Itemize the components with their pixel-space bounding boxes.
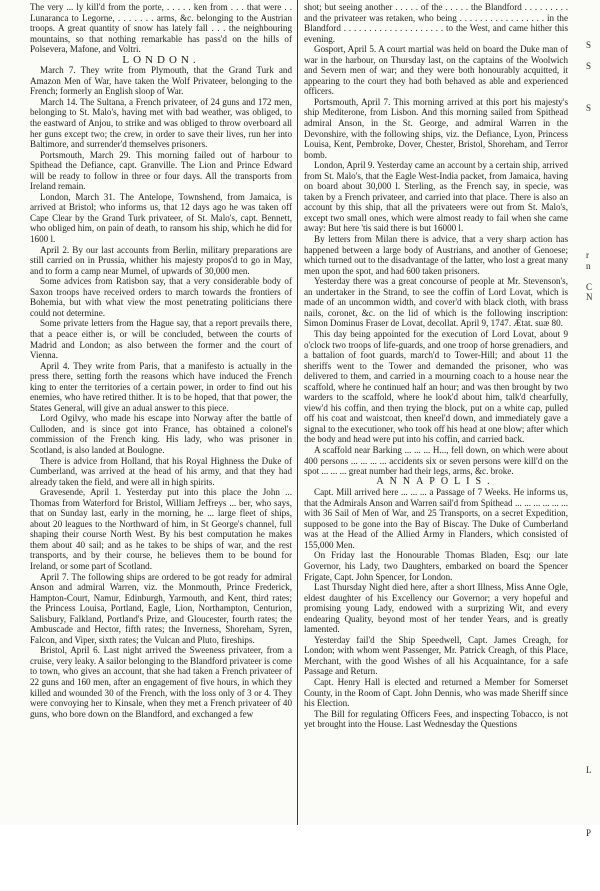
edge-fragment: P <box>586 827 592 838</box>
edge-fragment <box>586 534 600 545</box>
edge-fragment <box>586 744 600 755</box>
column-divider <box>297 0 298 825</box>
edge-fragment <box>586 439 600 450</box>
edge-fragment <box>586 450 600 461</box>
edge-fragment: C <box>586 281 593 292</box>
edge-fragment <box>586 597 600 608</box>
edge-fragment <box>586 586 600 597</box>
edge-fragment <box>586 271 600 282</box>
edge-fragment <box>586 607 600 618</box>
edge-fragment <box>586 229 600 240</box>
opening-paragraph: The very ... ly kill'd from the porte, . . . . . ken from . . . that were . . Lunaranca to Legorne, . . . . . . . arms, &c. belonging to the Austrian troops. A great quantity of snow has lately fall . . . the neighbouring mountains, so that nothing remarkable has pass'd on the hills of Polsevera, Mafone, and Voltri. <box>30 2 292 55</box>
article-paragraph: Gravesende, April 1. Yesterday put into this place the John ... Thomas from Waterford for Bristol, William Jeffreys ... ber, who says, that on Sunday last, early in the morning, he ... large fleet of ships, about 20 leagues to the Northward of him, in St George's channel, full shaping their course North West. By his best computation he makes them about 40 sail; and as he takes to be ships of war, and the rest transports, and by their course, he believes them to be bound for Ireland, or some part of Scotland. <box>30 487 292 571</box>
edge-fragment <box>586 355 600 366</box>
edge-fragment <box>586 82 600 93</box>
edge-fragment <box>586 691 600 702</box>
edge-fragment <box>586 555 600 566</box>
edge-fragment <box>586 639 600 650</box>
edge-fragment <box>586 576 600 587</box>
edge-fragment <box>586 723 600 734</box>
article-paragraph: Gosport, April 5. A court martial was held on board the Duke man of war in the harbour, on Thursday last, on the captains of the Woolwich and Severn men of war; and they were both honourably acquitted, it appearing to the court they had both behaved as able and experienced officers. <box>304 44 568 97</box>
article-paragraph: March 7. They write from Plymouth, that the Grand Turk and Amazon Men of War, have taken the Wolf Privateer, belonging to the French; formerly an English sloop of War. <box>30 65 292 97</box>
article-paragraph: March 14. The Sultana, a French privateer, of 24 guns and 172 men, belonging to St. Malo's, having met with bad weather, was obliged, to the eastward of Anjou, to strike and was obliged to throw overboard all her guns except two; the crew, in order to save their lives, run her into Baltimore, and surrender'd themselves prisoners. <box>30 96 292 150</box>
article-paragraph: April 4. They write from Paris, that a manifesto is actually in the press there, setting forth the reasons which have induced the French king to enter the territories of a certain power, in order to find out his enemies, who have retired thither. It is to be hoped, that that power, the States General, will give an adual answer to this piece. <box>30 360 292 413</box>
edge-fragment <box>586 418 600 429</box>
edge-fragment <box>586 523 600 534</box>
article-paragraph: April 2. By our last accounts from Berlin, military preparations are still carried on in Prussia, whither his majesty propos'd to go in May, and to form a camp near Mumel, of upwards of 30,000 men. <box>30 244 292 276</box>
article-paragraph: Portsmouth, April 7. This morning arrived at this port his majesty's ship Mediterone, from Lisbon. And this morning sailed from Spithead admiral Anson, in the St. George, and admiral Warren in the Devonshire, with the following ships, viz. the Defiance, Lyon, Princess Louisa, Kent, Pembroke, Dover, Chester, Bristol, Shoreham, and Terror bomb. <box>304 96 568 160</box>
edge-fragment <box>586 313 600 324</box>
edge-fragment <box>586 334 600 345</box>
left-column <box>30 2 292 719</box>
article-paragraph: Some private letters from the Hague say, that a report prevails there, that a peace either is, or will be concluded, between the courts of Madrid and London; as also between the former and the court of Vienna. <box>30 318 292 361</box>
article-paragraph: Capt. Henry Hall is elected and returned a Member for Somerset County, in the Room of Capt. John Dennis, who was made Sheriff since his Election. <box>304 677 568 709</box>
edge-fragment <box>586 345 600 356</box>
article-paragraph: London, March 31. The Antelope, Townshend, from Jamaica, is arrived at Bristol; who informs us, that 12 days ago he was taken off Cape Clear by the Grand Turk privateer, of St. Malo's, capt. Bennett, who obliged him, on pain of death, to ransom his ship, which he did for 1600 l. <box>30 191 292 245</box>
edge-fragment <box>586 219 600 230</box>
edge-fragment <box>586 807 600 818</box>
edge-fragment <box>586 492 600 503</box>
article-paragraph: Last Thursday Night died here, after a short Illness, Miss Anne Ogle, eldest daughter of his Excellency our Governor; a very hopeful and promising young Lady, endowed with a surprizing Wit, and every endearing Quality, beyond most of her tender Years, and is greatly lamented. <box>304 582 568 635</box>
edge-fragment <box>586 817 600 828</box>
article-paragraph: The Bill for regulating Officers Fees, and inspecting Tobacco, is not yet brought into the House. Last Wednesday the Questions <box>304 708 568 730</box>
edge-fragment: r <box>586 250 589 260</box>
edge-fragment <box>586 775 600 786</box>
edge-fragment <box>586 145 600 156</box>
edge-fragment: S <box>586 40 592 50</box>
article-paragraph: Some advices from Ratisbon say, that a very considerable body of Saxon troops have received orders to march towards the frontiers of Bohemia, but with what view the most penetrating politicians there could not determine. <box>30 276 292 318</box>
edge-fragment <box>586 198 600 209</box>
edge-fragment <box>586 387 600 398</box>
edge-fragment <box>586 460 600 471</box>
edge-fragment <box>586 849 600 860</box>
edge-fragment <box>586 166 600 177</box>
edge-fragment <box>586 408 600 419</box>
right-column <box>304 2 568 730</box>
edge-fragment <box>586 72 600 83</box>
edge-fragment <box>586 114 600 125</box>
london-heading: LONDON. <box>122 53 200 66</box>
article-paragraph: shot; but seeing another . . . . . of the . . . . . the Blandford . . . . . . . . . and the privateer was retaken, who being . . . . . . . . . . . . . . . . . in the Blandford . . . . . . . . . . . . . . . . . . . . to the West, and came hither this evening. <box>304 2 568 44</box>
article-paragraph: Portsmouth, March 29. This morning failed out of harbour to Spithead the Defiance, capt. Granville. The Lion and Prince Edward will be ready to follow in three or four days. All the transports from Ireland remain. <box>30 149 292 192</box>
edge-fragment <box>586 124 600 135</box>
edge-fragment <box>586 177 600 188</box>
annapolis-heading: ANNAPOLIS. <box>376 475 496 487</box>
edge-fragment <box>586 366 600 377</box>
article-paragraph: By letters from Milan there is advice, that a very sharp action has happened between a large body of Austrians, and another of Genoese; which turned out to the disadvantage of the latter, who lost a great many men upon the spot, and had 600 taken prisoners. <box>304 234 568 276</box>
edge-fragment <box>586 471 600 482</box>
edge-fragment <box>586 187 600 198</box>
edge-fragment <box>586 240 600 251</box>
article-paragraph: Yesterday there was a great concourse of people at Mr. Stevenson's, an undertaker in the Strand, to see the coffin of Lord Lovat, which is made of an uncommon width, and cover'd with black cloth, with brass nails, coronet, &c. on the lid of which is the following inscription: Simon Dominus Fraser de Lovat, decollat. April 9, 1747. Ætat. suæ 80. <box>304 276 568 329</box>
edge-fragment <box>586 786 600 797</box>
edge-fragment <box>586 670 600 681</box>
edge-fragment <box>586 51 600 62</box>
edge-fragment: L <box>586 764 592 775</box>
article-paragraph: This day being appointed for the execution of Lord Lovat, about 9 o'clock two troops of life-guards, and one troop of horse grenadiers, and a battalion of foot guards, march'd to Tower-Hill; and about 11 the sheriffs went to the Tower and demanded the prisoner, who was delivered to them, and carried in a mourning coach to a house near the scaffold, where he continued half an hour; and was then brought by two warders to the scaffold, where he look'd about him, talk'd chearfully, view'd his coffin, and then trying the block, put on a white cap, pulled off his coat and waistcoat, then kneel'd down, and immediately gave a signal to the executioner, who took off his head at one blow; after which the body and head were put into his coffin, and carried back. <box>304 328 568 445</box>
article-paragraph: Capt. Mill arrived here ... ... ... a Passage of 7 Weeks. He informs us, that the Admirals Anson and Warren sail'd from Spithead ... ... ... ... ... ... with 36 Sail of Men of War, and 25 Transports, on a secret Expedition, supposed to be gone into the Bay of Biscay. The Duke of Cumberland was at the Head of the Allied Army in Flanders, which consisted of 155,000 Men. <box>304 487 568 550</box>
article-paragraph: On Friday last the Honourable Thomas Bladen, Esq; our late Governor, his Lady, two Daughters, embarked on board the Spencer Frigate, Capt. John Spencer, for London. <box>304 550 568 582</box>
edge-fragment <box>586 796 600 807</box>
edge-fragment <box>586 870 600 881</box>
edge-fragment <box>586 303 600 314</box>
edge-fragment <box>586 565 600 576</box>
edge-fragment <box>586 681 600 692</box>
edge-fragment <box>586 376 600 387</box>
edge-fragment <box>586 481 600 492</box>
edge-fragment <box>586 859 600 870</box>
edge-fragment <box>586 649 600 660</box>
adjacent-page-edge <box>586 40 600 891</box>
edge-fragment <box>586 502 600 513</box>
article-paragraph: There is advice from Holland, that his Royal Highness the Duke of Cumberland, was arrived at the head of his army, and that they had already taken the field, and were all in high spirits. <box>30 455 292 487</box>
edge-fragment: S <box>586 61 592 71</box>
article-paragraph: A scaffold near Barking ... ... ... H..., fell down, on which were about 400 persons ... ... ... ... accidents six or seven persons were kill'd on the spot ... ... ... great number had their legs, arms, &c. broke. <box>304 444 568 477</box>
edge-fragment <box>586 618 600 629</box>
edge-fragment <box>586 838 600 849</box>
edge-fragment <box>586 754 600 765</box>
article-paragraph: April 7. The following ships are ordered to be got ready for admiral Anson and admiral Warren, viz. the Monmouth, Prince Frederick, Hampton-Court, Namur, Edinburgh, Yarmouth, and Kent, third rates; the Princess Louisa, Portland, Eagle, Lion, Northampton, Centurion, Salisbury, Falkland, Portland's Prize, and Gloucester, fourth rates; the Ambuscade and Hector, fifth rates; the Inverness, Shoreham, Syren, Falcon, and Viper, sixth rates; the Vulcan and Pluto, fireships. <box>30 571 292 645</box>
edge-fragment <box>586 513 600 524</box>
edge-fragment: S <box>586 103 592 113</box>
edge-fragment: N <box>586 292 593 302</box>
edge-fragment <box>586 544 600 555</box>
article-paragraph: Bristol, April 6. Last night arrived the Sweeness privateer, from a cruise, very leaky. A sailor belonging to the Blandford privateer is come to town, who gives an account, that she had taken a French privateer of 22 guns and 160 men, after an engagement of five hours, in which they killed and wounded 30 of the French, with the loss only of 3 or 4. They were convoying her to Kinsale, when they met a French privateer of 40 guns, who bore down on the Blandford, and exchanged a few <box>30 645 292 719</box>
article-paragraph: Lord Ogilvy, who made his escape into Norway after the battle of Culloden, and is since got into France, has obtained a colonel's commission of the French king. His lady, who was prisoner in Scotland, is also landed at Boulogne. <box>30 413 292 455</box>
edge-fragment <box>586 135 600 146</box>
edge-fragment: n <box>586 260 591 271</box>
edge-fragment <box>586 660 600 671</box>
edge-fragment <box>586 324 600 335</box>
edge-fragment <box>586 397 600 408</box>
edge-fragment <box>586 429 600 440</box>
edge-fragment <box>586 712 600 723</box>
edge-fragment <box>586 733 600 744</box>
edge-fragment <box>586 93 600 104</box>
edge-fragment <box>586 702 600 713</box>
edge-fragment <box>586 628 600 639</box>
article-paragraph: London, April 9. Yesterday came an account by a certain ship, arrived from St. Malo's, that the Eagle West-India packet, from Jamaica, having on board about 30,000 l. Sterling, as the French say, in specie, was taken by a French privateer, and carried into that place. There is also an account by this ship, that all the privateers were out from St. Malo's, except two small ones, which were almost ready to fail when she came away: But here 'tis said there is but 16000 l. <box>304 160 568 234</box>
edge-fragment <box>586 156 600 167</box>
edge-fragment <box>586 880 600 891</box>
edge-fragment <box>586 208 600 219</box>
article-paragraph: Yesterday fail'd the Ship Speedwell, Capt. James Creagh, for London; with whom went Passenger, Mr. Patrick Creagh, of this Place, Merchant, with the good Wishes of all his Acquaintance, for a safe Passage and Return. <box>304 634 568 677</box>
